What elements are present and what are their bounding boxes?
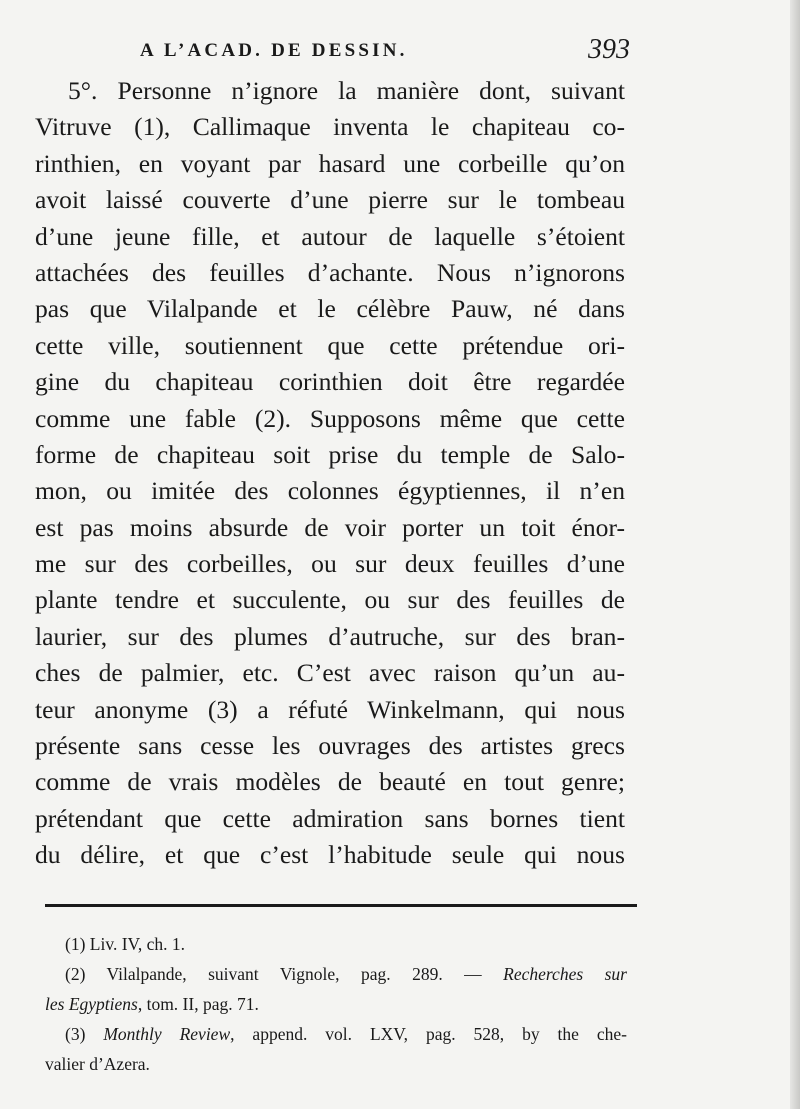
footnote-2-title: Recherches sur [503, 964, 627, 984]
text-line: gine du chapiteau corinthien doit être regardée [35, 367, 625, 397]
text-line: 5°. Personne n’ignore la manière dont, suivant [68, 76, 625, 105]
footnote-2-text: (2) Vilalpande, suivant Vignole, pag. 289. — [65, 964, 504, 984]
footnote-1: (1) Liv. IV, ch. 1. [65, 934, 186, 954]
text-line: mon, ou imitée des colonnes égyptiennes, il n’en [35, 476, 625, 506]
text-line: comme de vrais modèles de beauté en tout genre; [35, 767, 625, 797]
footnote-3-continued: valier d’Azera. [45, 1054, 150, 1074]
footnote-3-title: Monthly Review [103, 1024, 231, 1044]
text-line: du délire, et que c’est l’habitude seule qui nous [35, 840, 625, 870]
text-line: laurier, sur des plumes d’autruche, sur des bran- [35, 621, 625, 651]
footnote-2-continued [45, 989, 627, 1019]
text-line: ches de palmier, etc. C’est avec raison qu’un au- [35, 658, 625, 688]
page-header [140, 36, 630, 72]
footnote-2 [45, 959, 627, 989]
text-line: me sur des corbeilles, ou sur deux feuilles d’une [35, 549, 625, 579]
text-line: prétendant que cette admiration sans bornes tient [35, 803, 625, 833]
text-line: avoit laissé couverte d’une pierre sur le tombeau [35, 185, 625, 215]
footnotes [45, 929, 627, 1079]
text-line: d’une jeune fille, et autour de laquelle s’étoient [35, 221, 625, 251]
text-line: forme de chapiteau soit prise du temple de Salo- [35, 439, 625, 469]
text-line: pas que Vilalpande et le célèbre Pauw, né dans [35, 294, 625, 324]
footnote-3-ref: , append. vol. LXV, pag. 528, by the che- [230, 1024, 627, 1044]
text-line: présente sans cesse les ouvrages des artistes grecs [35, 731, 625, 761]
text-line: cette ville, soutiennent que cette prétendue ori- [35, 330, 625, 360]
footnote-rule [45, 904, 637, 907]
body-text [35, 73, 625, 874]
footnote-2-ref: , tom. II, pag. 71. [137, 994, 259, 1014]
footnote-3-num: (3) [65, 1024, 104, 1044]
text-line: plante tendre et succulente, ou sur des feuilles de [35, 585, 625, 615]
text-line: attachées des feuilles d’achante. Nous n’ignorons [35, 257, 625, 287]
text-line: Vitruve (1), Callimaque inventa le chapiteau co- [35, 112, 625, 142]
page-edge-shadow [790, 0, 800, 1109]
footnote-3 [45, 1019, 627, 1049]
text-line: rinthien, en voyant par hasard une corbeille qu’on [35, 148, 625, 178]
text-line: est pas moins absurde de voir porter un toit énor- [35, 512, 625, 542]
page-number: 393 [588, 34, 630, 65]
footnote-2-title-cont: les Egyptiens [45, 994, 138, 1014]
text-line: teur anonyme (3) a réfuté Winkelmann, qui nous [35, 694, 625, 724]
running-head: A L’ACAD. DE DESSIN. [140, 40, 408, 61]
text-line: comme une fable (2). Supposons même que cette [35, 403, 625, 433]
